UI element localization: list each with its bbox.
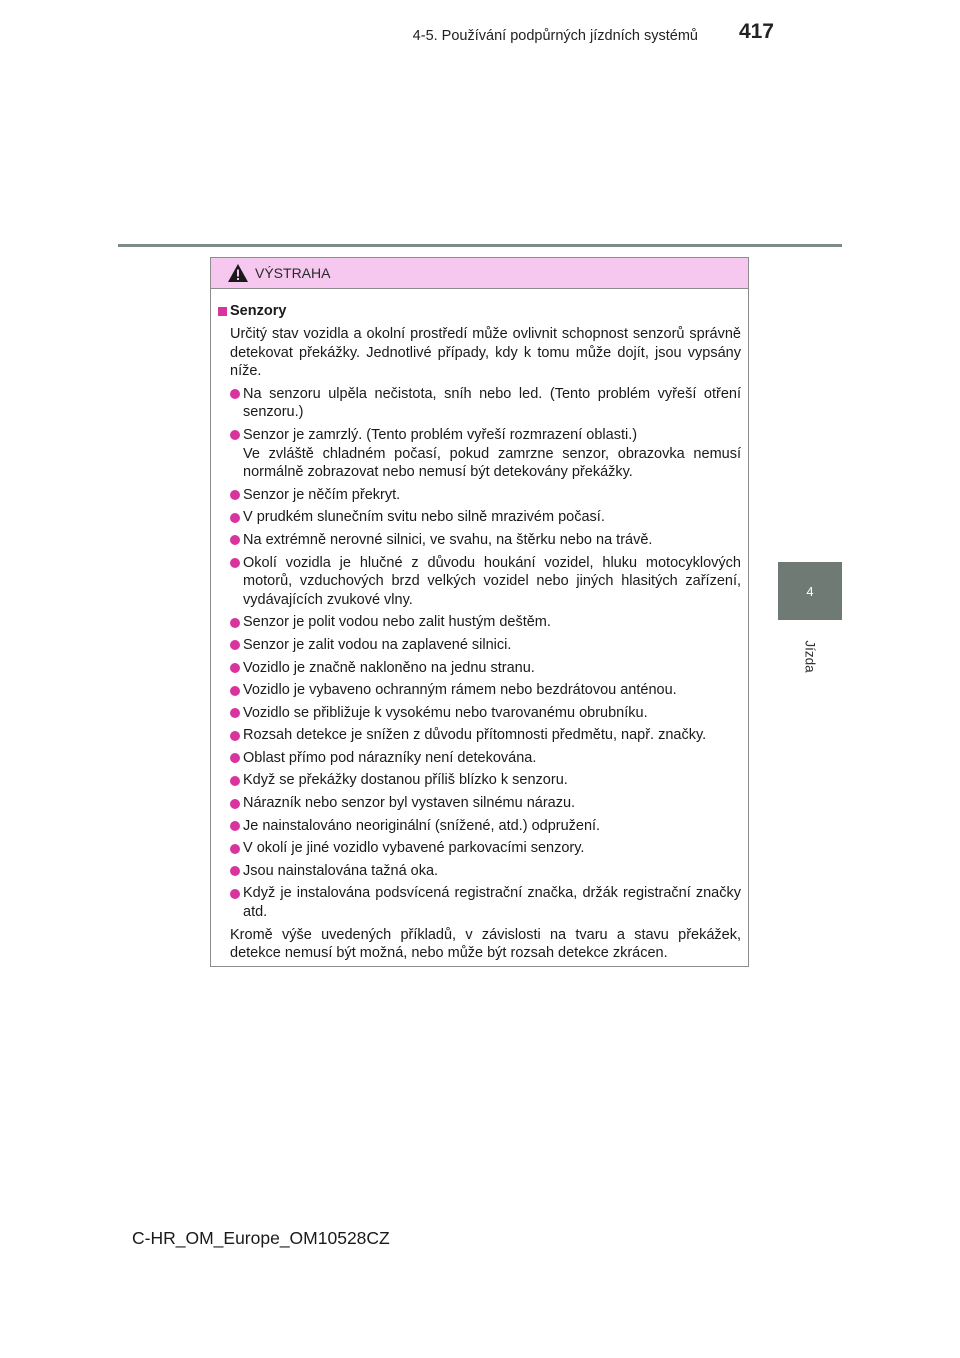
- list-item-text: Vozidlo je vybaveno ochranným rámem nebo bezdrátovou anténou.: [243, 682, 677, 699]
- bullet-dot-icon: [230, 686, 240, 696]
- chapter-number: 4: [806, 583, 814, 599]
- bullet-dot-icon: [230, 430, 240, 440]
- list-item-text: Je nainstalováno neoriginální (snížené, atd.) odpružení.: [243, 817, 601, 834]
- page-number: 417: [738, 20, 774, 43]
- list-item-text: Senzor je zamrzlý. (Tento problém vyřeší rozmrazení oblasti.) Ve zvláště chladném počasí, pokud zamrzne senzor, obrazovka nemusí normálně zobrazovat nebo nemusí být detekovány překážky.: [243, 426, 741, 481]
- chapter-side-label: [781, 628, 839, 684]
- list-item: [218, 426, 741, 482]
- section-heading-text: Senzory: [230, 302, 287, 319]
- warning-box: [210, 257, 749, 967]
- header-divider: [118, 244, 842, 247]
- list-item-text: V prudkém slunečním svitu nebo silně mrazivém počasí.: [243, 509, 605, 526]
- chapter-label: Jízda: [802, 639, 818, 673]
- bullet-dot-icon: [230, 513, 240, 523]
- bullet-dot-icon: [230, 731, 240, 741]
- bullet-dot-icon: [230, 535, 240, 545]
- bullet-dot-icon: [230, 640, 240, 650]
- list-item-text: V okolí je jiné vozidlo vybavené parkovacími senzory.: [243, 840, 585, 857]
- list-item: [218, 794, 741, 813]
- closing-paragraph: Kromě výše uvedených příkladů, v závislosti na tvaru a stavu překážek, detekce nemusí být možná, nebo může být rozsah detekce zkrácen.: [230, 926, 741, 962]
- bullet-dot-icon: [230, 708, 240, 718]
- section-heading: [218, 301, 741, 321]
- bullet-dot-icon: [230, 844, 240, 854]
- list-item: [218, 554, 741, 610]
- list-item-text: Vozidlo se přibližuje k vysokému nebo tvarovanému obrubníku.: [243, 704, 648, 721]
- list-item: [218, 704, 741, 723]
- bullet-dot-icon: [230, 618, 240, 628]
- bullet-list: [218, 385, 741, 922]
- list-item-text: Senzor je polit vodou nebo zalit hustým deštěm.: [243, 614, 551, 631]
- list-item-text: Když je instalována podsvícená registrační značka, držák registrační značky atd.: [243, 885, 741, 921]
- list-item-text: Senzor je něčím překryt.: [243, 486, 401, 503]
- list-item: [218, 839, 741, 858]
- list-item-text: Rozsah detekce je snížen z důvodu přítomnosti předmětu, např. značky.: [243, 727, 707, 744]
- bullet-dot-icon: [230, 753, 240, 763]
- warning-title: VÝSTRAHA: [255, 265, 331, 281]
- square-bullet-icon: [218, 307, 227, 316]
- list-item-text: Nárazník nebo senzor byl vystaven silnému nárazu.: [243, 795, 576, 812]
- bullet-dot-icon: [230, 821, 240, 831]
- bullet-dot-icon: [230, 389, 240, 399]
- list-item: [218, 726, 741, 745]
- section-title: 4-5. Používání podpůrných jízdních systémů: [412, 28, 698, 44]
- list-item-text: Senzor je zalit vodou na zaplavené silnici.: [243, 636, 512, 653]
- list-item: [218, 636, 741, 655]
- bullet-dot-icon: [230, 490, 240, 500]
- list-item-text: Vozidlo je značně nakloněno na jednu stranu.: [243, 659, 535, 676]
- bullet-dot-icon: [230, 776, 240, 786]
- list-item-text: Oblast přímo pod nárazníky není detekována.: [243, 749, 537, 766]
- list-item: [218, 385, 741, 422]
- list-item: [218, 531, 741, 550]
- bullet-dot-icon: [230, 866, 240, 876]
- intro-paragraph: Určitý stav vozidla a okolní prostředí může ovlivnit schopnost senzorů správně detekovat překážky. Jednotlivé případy, kdy k tomu může dojít, jsou vypsány níže.: [230, 326, 741, 380]
- list-item-text: Na senzoru ulpěla nečistota, sníh nebo led. (Tento problém vyřeší otření senzoru.): [243, 385, 741, 421]
- warning-content: [211, 289, 748, 963]
- list-item-text: Okolí vozidla je hlučné z důvodu houkání vozidel, hluku motocyklových motorů, vzduchových brzd velkých vozidel nebo jiných hlasitých zařízení, vydávajících zvukové vlny.: [243, 554, 741, 608]
- bullet-dot-icon: [230, 558, 240, 568]
- warning-header: [211, 258, 748, 289]
- list-item: [218, 659, 741, 678]
- list-item: [218, 681, 741, 700]
- list-item: [218, 771, 741, 790]
- list-item: [218, 862, 741, 881]
- list-item: [218, 508, 741, 527]
- list-item: [218, 486, 741, 505]
- list-item: [218, 749, 741, 768]
- list-item-text: Jsou nainstalována tažná oka.: [243, 862, 439, 879]
- list-item-text: Když se překážky dostanou příliš blízko k senzoru.: [243, 772, 568, 789]
- list-item: [218, 884, 741, 921]
- bullet-dot-icon: [230, 799, 240, 809]
- list-item: [218, 817, 741, 836]
- bullet-dot-icon: [230, 889, 240, 899]
- list-item: [218, 613, 741, 632]
- chapter-tab: [778, 562, 842, 620]
- bullet-dot-icon: [230, 663, 240, 673]
- warning-triangle-icon: [227, 263, 249, 283]
- document-code: C-HR_OM_Europe_OM10528CZ: [132, 1228, 390, 1248]
- list-item-text: Na extrémně nerovné silnici, ve svahu, na štěrku nebo na trávě.: [243, 531, 653, 548]
